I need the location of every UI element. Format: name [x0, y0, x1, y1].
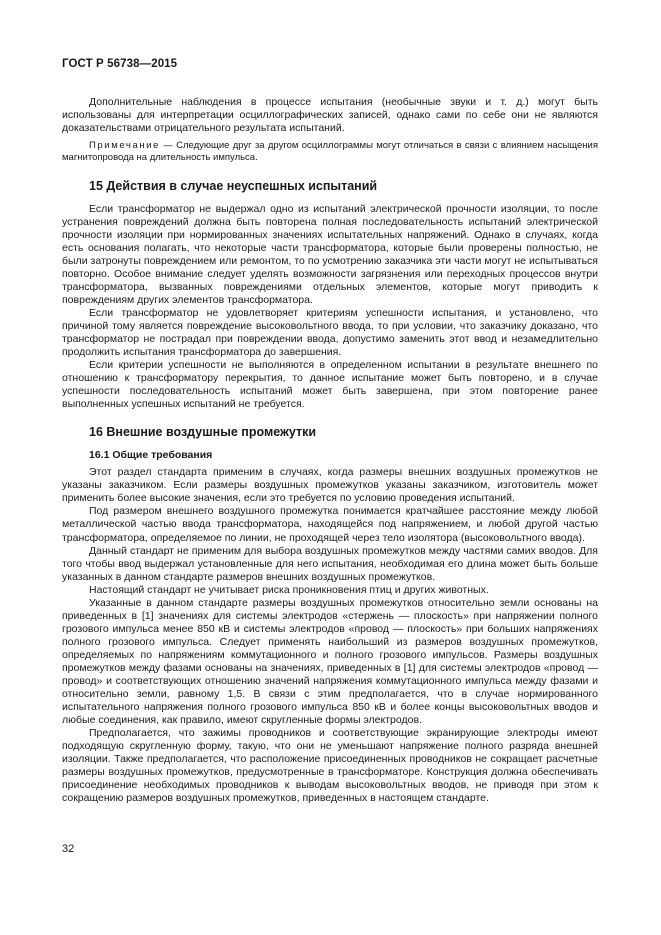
section-16-paragraph: Предполагается, что зажимы проводников и соответствующие экранирующие электроды имеют подходящую скругленную форму, такую, что они не уменьшают напряжение полного разряда внешней изоляции. Также предполагается, что расположение присоединенных проводников не сокращает расчетные размеры воздушных промежутков, предусмотренные в трансформаторе. Конструкция должна обеспечивать присоединение необходимых проводников к выводам высоковольтных вводов, не приводя при этом к сокращению размеров воздушных промежутков, приведенных в настоящем стандарте. [62, 727, 598, 805]
page-number: 32 [62, 843, 75, 855]
note-paragraph [62, 140, 598, 164]
note-label: Примечание [89, 140, 160, 152]
section-16-paragraph: Указанные в данном стандарте размеры воздушных промежутков относительно земли основаны на приведенных в [1] значениях для системы электродов «стержень — плоскость» при напряжении полного грозового импульса менее 850 кВ и системы электродов «провод — плоскость» при больших напряжениях полного грозового импульса. Следует применять наибольший из размеров воздушных промежутков, определяемых по напряжениям коммутационного и полного грозового импульсов. Размеры воздушных промежутков между фазами основаны на значениях, приведенных в [1] для системы электродов «провод — провод» и соответствующих отношению значений напряжения коммутационного импульса между фазами и относительно земли, равному 1,5. В связи с этим предполагается, что в случае нормированного испытательного напряжения полного грозового импульса 850 кВ и более концы высоковольтных вводов и любые соединения, как правило, имеют скругленные формы электродов. [62, 596, 598, 727]
section-16-title: 16 Внешние воздушные промежутки [89, 425, 317, 440]
section-16-paragraph: Этот раздел стандарта применим в случаях, когда размеры внешних воздушных промежутков не указаны заказчиком. Если размеры воздушных промежутков указаны заказчиком, изготовитель может применить более высокие значения, если это требуется по условию проведения испытаний. [62, 466, 598, 505]
section-15-title: 15 Действия в случае неуспешных испытаний [89, 178, 378, 193]
note-text: — Следующие друг за другом осциллограммы могут отличаться в связи с влиянием насыщения магнитопровода на длительность импульса. [62, 140, 598, 164]
section-16-paragraph: Под размером внешнего воздушного промежутка понимается кратчайшее расстояние между любой металлической частью ввода трансформатора, находящейся под напряжением, и любой другой частью трансформатора, определяемое по линии, не проходящей через тело изолятора (высоковольтного ввода). [62, 505, 598, 544]
document-header: ГОСТ Р 56738—2015 [62, 58, 178, 70]
section-15-paragraph: Если критерии успешности не выполняются в определенном испытании в результате внешнего по отношению к трансформатору перекрытия, то данное испытание может быть повторено, и в случае успешности последовательность испытаний может быть завершена, при этом повторение ранее выполненных успешных испытаний не требуется. [62, 359, 598, 411]
intro-paragraph: Дополнительные наблюдения в процессе испытания (необычные звуки и т. д.) могут быть использованы для интерпретации осциллографических записей, однако сами по себе они не являются доказательствами отрицательного результата испытаний. [62, 96, 598, 135]
section-15-paragraph: Если трансформатор не выдержал одно из испытаний электрической прочности изоляции, то после устранения повреждений должна быть повторена полная последовательность испытаний электрической прочности изоляции при нормированных значениях испытательных напряжений. Однако в случаях, когда есть основания полагать, что некоторые части трансформатора, которые были проверены полностью, не были затронуты повреждением или ремонтом, то по усмотрению заказчика эти части могут не испытываться повторно. Особое внимание следует уделять возможности загрязнения или переходных процессов внутри трансформатора, вызванных повреждениями отдельных элементов, которые могут приводить к повреждениям других элементов трансформатора. [62, 202, 598, 306]
section-16-paragraph: Данный стандарт не применим для выбора воздушных промежутков между частями самих вводов. Для того чтобы ввод выдержал установленные для него испытания, необходимая его длина может быть больше указанных в данном стандарте размеров внешних воздушных промежутков. [62, 544, 598, 583]
section-16-paragraph: Настоящий стандарт не учитывает риска проникновения птиц и других животных. [89, 583, 489, 596]
document-page [62, 58, 598, 806]
subsection-16-1-title: 16.1 Общие требования [89, 449, 213, 462]
section-15-paragraph: Если трансформатор не удовлетворяет критериям успешности испытания, и установлено, что причиной тому является повреждение высоковольтного ввода, то при условии, что заказчику доказано, что трансформатор не пострадал при повреждении ввода, допустимо заменить этот ввод и незамедлительно продолжить испытания трансформатора до завершения. [62, 306, 598, 359]
